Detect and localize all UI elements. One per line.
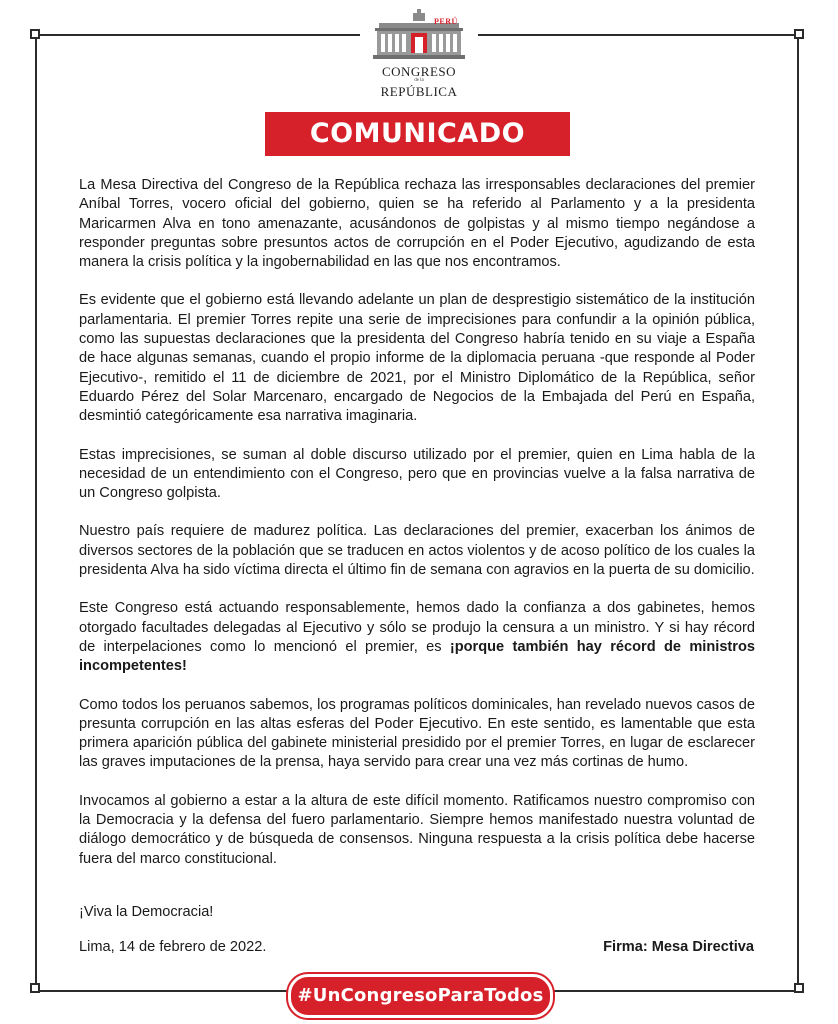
paragraph-with-emphasis <box>79 599 755 676</box>
paragraph: Estas imprecisiones, se suman al doble discurso utilizado por el premier, quien en Lima habla de la necesidad de un entendimiento con el Congreso, pero que en provincias vuelve a la falsa narrativa de un Congreso golpista. <box>79 446 755 502</box>
paragraph: Es evidente que el gobierno está llevando adelante un plan de desprestigio sistemático de la institución parlamentaria. El premier Torres repite una serie de imprecisiones para confundir a la opinión pública, como las supuestas declaraciones que la presidenta del Congreso habría tenido en su viaje a España de hace algunas semanas, cuando el propio informe de la diplomacia peruana -que responde al Poder Ejecutivo-, remitido el 11 de diciembre de 2021, por el Ministro Diplomático de la República, señor Eduardo Pérez del Solar Marcenaro, encargado de Negocios de la Embajada del Perú en España, desmintió categóricamente esa narrativa imaginaria. <box>79 292 755 425</box>
logo-wordmark-congreso: CONGRESO <box>381 64 457 79</box>
document-title: COMUNICADO <box>265 112 570 156</box>
frame-corner-ornament <box>794 983 804 993</box>
hashtag-badge: #UnCongresoParaTodos <box>288 974 553 1018</box>
logo-wordmark-de-la: de la <box>414 78 424 83</box>
frame-corner-ornament <box>30 29 40 39</box>
closing-exclamation: ¡Viva la Democracia! <box>79 904 214 920</box>
congress-logo <box>360 5 478 100</box>
date-line: Lima, 14 de febrero de 2022. <box>79 939 267 955</box>
logo-wordmark-republica: REPÚBLICA <box>380 84 458 99</box>
paragraph: Nuestro país requiere de madurez política. Las declaraciones del premier, exacerban los ánimos de diversos sectores de la población que se traducen en actos violentos y de acoso político de los cuales la presidenta Alva ha sido víctima directa el último fin de semana con agravios en la puerta de su domicilio. <box>79 523 755 579</box>
signature-line: Firma: Mesa Directiva <box>603 939 754 955</box>
paragraph-text: Este Congreso está actuando responsablemente, hemos dado la confianza a dos gabinetes, hemos otorgado facultades delegadas al Ejecutivo y sólo se produjo la censura a un ministro. Y si hay récord de interpelaciones como lo mencionó el premier, es <box>79 600 755 655</box>
emphasis-text: ¡porque también hay récord de ministros incompetentes! <box>79 638 756 675</box>
paragraph: Como todos los peruanos sabemos, los programas políticos dominicales, han revelado nuevos casos de presunta corrupción en las altas esferas del Poder Ejecutivo. En este sentido, es lamentable que esta primera aparición pública del gabinete ministerial presidido por el premier Torres, en lugar de esclarecer las graves imputaciones de la prensa, haya servido para crear una vez más cortinas de humo. <box>79 696 755 771</box>
statement-body <box>79 176 755 888</box>
paragraph: Invocamos al gobierno a estar a la altura de este difícil momento. Ratificamos nuestro compromiso con la Democracia y la defensa del fuero parlamentario. Siempre hemos manifestado nuestra voluntad de diálogo democrático y de búsqueda de consensos. Ninguna respuesta a la crisis política debe hacerse fuera del marco constitucional. <box>79 792 755 867</box>
frame-corner-ornament <box>30 983 40 993</box>
logo-country-label: PERÚ <box>434 17 458 26</box>
paragraph: La Mesa Directiva del Congreso de la República rechaza las irresponsables declaraciones del premier Aníbal Torres, vocero oficial del gobierno, quien se ha referido al Parlamento y a la presidenta Maricarmen Alva en tono amenazante, acusándonos de golpistas y al mismo tiempo negándose a responder preguntas sobre presuntos actos de corrupción en el Poder Ejecutivo, agudizando de esta manera la crisis política y la ingobernabilidad en las que nos encontramos. <box>79 177 755 271</box>
frame-corner-ornament <box>794 29 804 39</box>
